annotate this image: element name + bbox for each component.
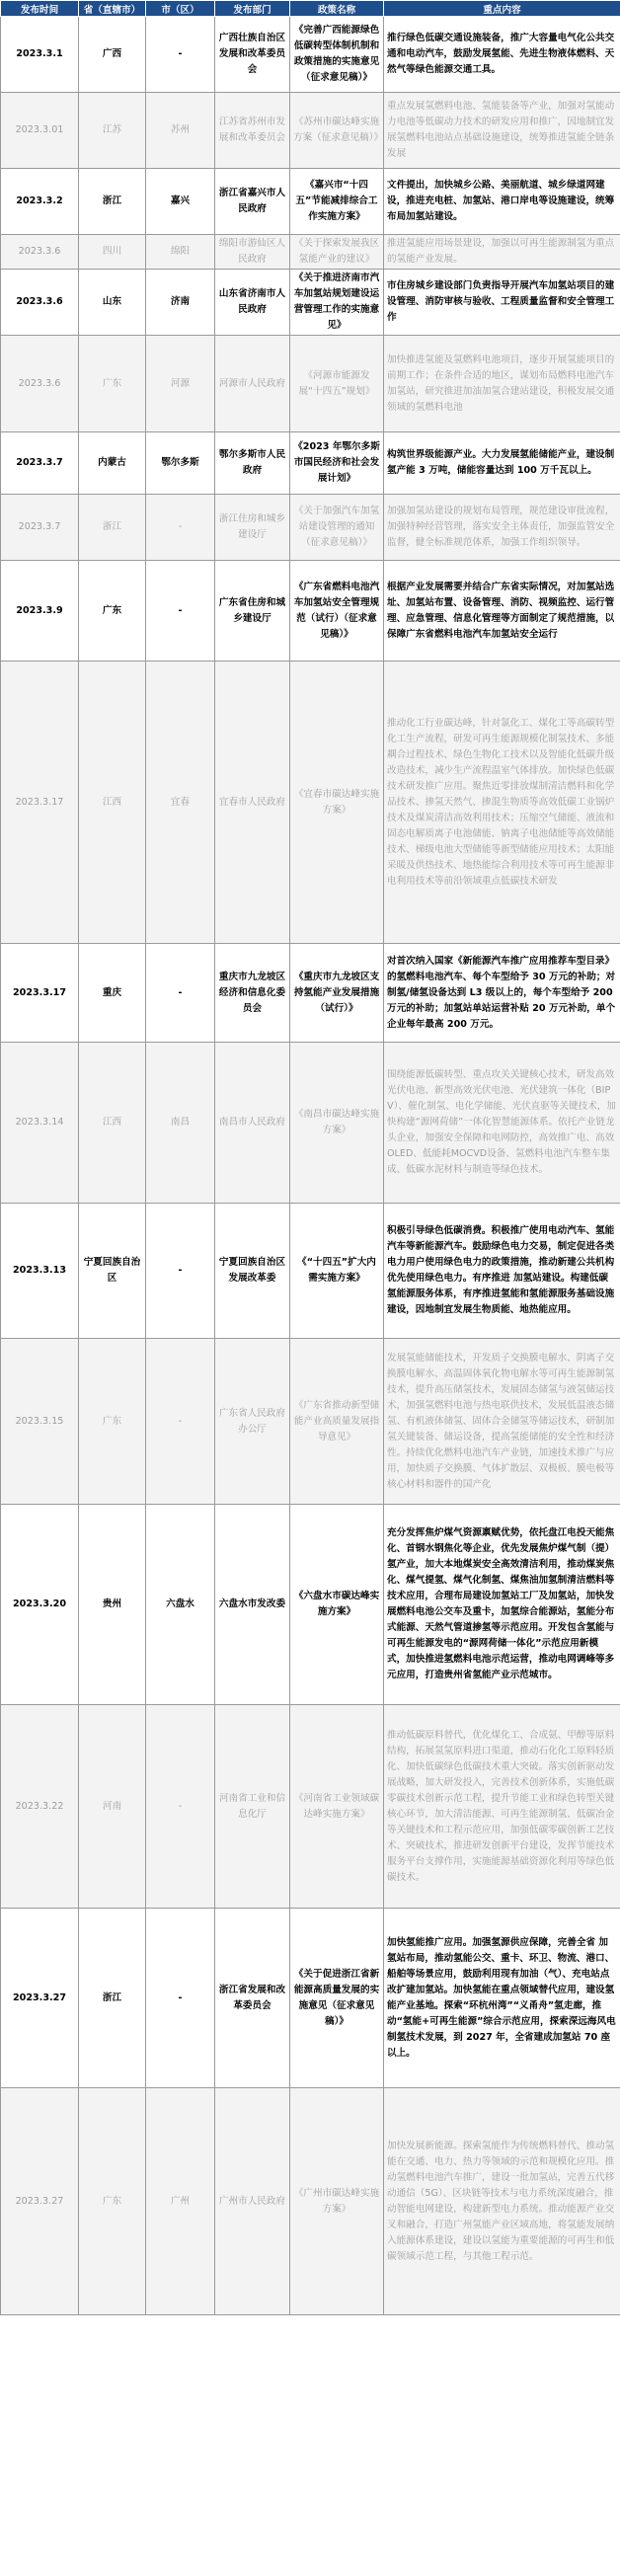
cell-city: 广州: [146, 2088, 215, 2315]
cell-date: 2023.3.7: [1, 495, 79, 561]
cell-province: 浙江: [79, 495, 146, 561]
cell-key-content: 推动化工行业碳达峰，针对氯化工、煤化工等高碳转型化工生产流程，研发可再生能源规模化制氢技术、多能耦合过程技术、绿色生物化工技术以及智能化低碳升级改造技术，减少生产流程温室气体排放。加快绿色低碳技术研发推广应用。聚焦近零排放煤制清洁燃料和化学品技术、掺氢天然气、掺混生物质等高效低碳工业锅炉技术及煤炭清洁高效利用技术；压缩空气储能、液流和固态电解质离子电池储能、钠离子电池储能等高效储能技术、梯级电池大型储能等新型储能应用技术；太阳能采暖及供热技术、地热能综合利用技术等可再生能源非电利用技术等前沿领域重点低碳技术研发: [384, 662, 620, 944]
table-row: [1, 1705, 620, 1909]
cell-policy-name: 《南昌市碳达峰实施方案》: [290, 1043, 384, 1204]
cell-policy-name: 《重庆市九龙坡区支持氢能产业发展措施（试行）》: [290, 944, 384, 1043]
cell-department: 浙江省发展和改革委员会: [215, 1909, 290, 2088]
cell-department: 河源市人民政府: [215, 336, 290, 432]
cell-policy-name: 《宜春市碳达峰实施方案》: [290, 662, 384, 944]
cell-city: 苏州: [146, 93, 215, 169]
cell-province: 广西: [79, 17, 146, 93]
cell-policy-name: 《“十四五”扩大内需实施方案》: [290, 1204, 384, 1339]
cell-key-content: 推进氢能应用场景建设，加强以可再生能源制氢为重点的氢能产业发展。: [384, 235, 620, 270]
header-date: 发布时间: [1, 1, 79, 17]
cell-city: 宜春: [146, 662, 215, 944]
cell-policy-name: 《关于促进浙江省新能源高质量发展的实施意见（征求意见稿）》: [290, 1909, 384, 2088]
cell-policy-name: 《广东省推动新型储能产业高质量发展指导意见》: [290, 1339, 384, 1505]
cell-policy-name: 《苏州市碳达峰实施方案（征求意见稿）》: [290, 93, 384, 169]
cell-date: 2023.3.6: [1, 336, 79, 432]
table-row: [1, 1909, 620, 2088]
cell-policy-name: 《完善广西能源绿色低碳转型体制机制和政策措施的实施意见（征求意见稿）》: [290, 17, 384, 93]
cell-department: 山东省济南市人民政府: [215, 270, 290, 336]
cell-key-content: 积极引导绿色低碳消费。积极推广使用电动汽车、氢能汽车等新能源汽车。鼓励绿色电力交易，制定促进各类电力用户使用绿色电力的政策措施，推动新建公共机构优先使用绿色电力。有序推进 加氢站建设。构建低碳氢能源服务体系，有序推进氢能和氢能源服务基础设施建设，因地制宜发展生物质能、地热能应用。: [384, 1204, 620, 1339]
cell-province: 河南: [79, 1705, 146, 1909]
table-row: [1, 17, 620, 93]
cell-policy-name: 《关于加强汽车加氢站建设管理的通知（征求意见稿）》: [290, 495, 384, 561]
cell-province: 贵州: [79, 1505, 146, 1705]
cell-date: 2023.3.6: [1, 235, 79, 270]
cell-key-content: 围绕能源低碳转型、重点攻关关键核心技术，研发高效光伏电池、新型高效光伏电池、光伏建筑一体化（BIPV）、催化制氢、电化学储能、光伏直驱等关键技术，加快构建“源网荷储”一体化智慧能源体系。依托产业链龙头企业，加强安全保障和电网防控，高效推广电、高效OLED、低能耗MOCVD设备、氢燃料电池汽车整车集成、低碳水泥材料与制造等绿色技术。: [384, 1043, 620, 1204]
cell-city: -: [146, 1339, 215, 1505]
cell-date: 2023.3.20: [1, 1505, 79, 1705]
cell-province: 重庆: [79, 944, 146, 1043]
table-row: [1, 1505, 620, 1705]
cell-key-content: 加快氢能推广应用。加强氢源供应保障，完善全省 加氢站布局，推动氢能公交、重卡、环卫、物流、港口、船舶等场景应用，鼓励利用现有加油（气）、充电站点改扩建加氢站。加快氢能在重点领域替代应用，建设氢能产业基地。探索“环杭州湾”“义甬舟”氢走廊，推动“氢能+可再生能源”综合示范应用，探索深远海风电制氢技术发展，到 2027 年，全省建成加氢站 70 座以上。: [384, 1909, 620, 2088]
cell-key-content: 根据产业发展需要并结合广东省实际情况，对加氢站选址、加氢站布置、设备管理、消防、视频监控、运行管理、应急管理、信息化管理等方面制定了规范措施，以保障广东省燃料电池汽车加氢站安全运行: [384, 561, 620, 662]
cell-date: 2023.3.27: [1, 1909, 79, 2088]
cell-city: 嘉兴: [146, 169, 215, 235]
cell-date: 2023.3.14: [1, 1043, 79, 1204]
table-row: [1, 662, 620, 944]
cell-policy-name: 《六盘水市碳达峰实施方案》: [290, 1505, 384, 1705]
cell-policy-name: 《河源市能源发展“十四五”规划》: [290, 336, 384, 432]
cell-department: 广东省人民政府办公厅: [215, 1339, 290, 1505]
cell-policy-name: 《嘉兴市“十四五”节能减排综合工作实施方案》: [290, 169, 384, 235]
cell-key-content: 重点发展氢燃料电池、氢能装备等产业，加强对氢能动力电池等低碳动力技术的研发应用和推广，因地制宜发展氢燃料电池站点基础设施建设，统筹推进氢能全链条发展: [384, 93, 620, 169]
cell-date: 2023.3.13: [1, 1204, 79, 1339]
table-body: [1, 17, 620, 2315]
cell-key-content: 发展氢能储能技术，开发质子交换膜电解水、阴离子交换膜电解水、高温固体氧化物电解水等可再生能源制氢技术，提升高压储氢技术，发展固态储氢与液氢储运技术，加强氢燃料电池与热电联供技术，发展低温液态储氢、有机液体储氢、固体合金储氢等储运技术，研制加氢关键装备、储运设备，提高氢能储能的安全性和经济性。持续优化燃料电池汽车产业链，加速技术推广与应用，加快质子交换膜、气体扩散层、双极板、膜电极等核心材料和器件的国产化: [384, 1339, 620, 1505]
cell-policy-name: 《关于推进济南市汽车加氢站规划建设运营管理工作的实施意见》: [290, 270, 384, 336]
cell-department: 宜春市人民政府: [215, 662, 290, 944]
cell-date: 2023.3.01: [1, 93, 79, 169]
cell-province: 浙江: [79, 169, 146, 235]
cell-department: 广州市人民政府: [215, 2088, 290, 2315]
cell-province: 江西: [79, 662, 146, 944]
cell-key-content: 加强加氢站建设的规划布局管理，规范建设审批流程，加强特种经营管理，落实安全主体责任，加强监管安全监督，健全标准规范体系，加强工作组织领导。: [384, 495, 620, 561]
cell-city: 六盘水: [146, 1505, 215, 1705]
header-policy-name: 政策名称: [290, 1, 384, 17]
cell-date: 2023.3.6: [1, 270, 79, 336]
cell-date: 2023.3.17: [1, 662, 79, 944]
cell-city: 绵阳: [146, 235, 215, 270]
cell-date: 2023.3.15: [1, 1339, 79, 1505]
cell-province: 四川: [79, 235, 146, 270]
cell-city: -: [146, 495, 215, 561]
cell-department: 重庆市九龙坡区经济和信息化委员会: [215, 944, 290, 1043]
table-row: [1, 235, 620, 270]
table-row: [1, 561, 620, 662]
cell-city: -: [146, 17, 215, 93]
table-row: [1, 432, 620, 495]
table-row: [1, 944, 620, 1043]
cell-policy-name: 《广东省燃料电池汽车加氢站安全管理规范（试行）（征求意见稿）》: [290, 561, 384, 662]
cell-province: 江西: [79, 1043, 146, 1204]
cell-date: 2023.3.2: [1, 169, 79, 235]
table-row: [1, 93, 620, 169]
cell-city: 济南: [146, 270, 215, 336]
cell-province: 广东: [79, 561, 146, 662]
cell-province: 内蒙古: [79, 432, 146, 495]
header-province: 省（直辖市）: [79, 1, 146, 17]
cell-policy-name: 《广州市碳达峰实施方案》: [290, 2088, 384, 2315]
cell-city: 南昌: [146, 1043, 215, 1204]
cell-key-content: 加快发展新能源。探索氢能作为传统燃料替代、推动氢能在交通、电力、热力等领域的示范和规模化应用。推动氢燃料电池汽车推广，建设一批加氢站，完善五代移动通信（5G）、区块链等技术与电力系统深度融合，推动智能电网建设，构建新型电力系统。推动能源产业交叉和融合，打造广州氢能产业区域高地，将氢能发展纳入能源体系建设，建设以氢能为重要能源的可再生和低碳领域示范工程，与其他工程示范。: [384, 2088, 620, 2315]
cell-city: -: [146, 1909, 215, 2088]
cell-key-content: 文件提出，加快城乡公路、美丽航道、城乡绿道网建设，推进充电桩、加氢站、港口岸电等设施建设，统筹布局加氢站建设。: [384, 169, 620, 235]
cell-department: 广西壮族自治区发展和改革委员会: [215, 17, 290, 93]
cell-province: 宁夏回族自治区: [79, 1204, 146, 1339]
cell-department: 浙江住房和城乡建设厅: [215, 495, 290, 561]
cell-date: 2023.3.17: [1, 944, 79, 1043]
cell-province: 广东: [79, 336, 146, 432]
cell-key-content: 市住房城乡建设部门负责指导开展汽车加氢站项目的建设管理、消防审核与验收、工程质量监督和安全管理工作: [384, 270, 620, 336]
cell-key-content: 构筑世界级能源产业。大力发展氢能储能产业，建设制氢产能 3 万吨，储能容量达到 100 万千瓦以上。: [384, 432, 620, 495]
header-row: [1, 1, 620, 17]
header-department: 发布部门: [215, 1, 290, 17]
cell-date: 2023.3.27: [1, 2088, 79, 2315]
cell-department: 浙江省嘉兴市人民政府: [215, 169, 290, 235]
cell-key-content: 对首次纳入国家《新能源汽车推广应用推荐车型目录》的氢燃料电池汽车、每个车型给予 30 万元的补助；对制氢/储氢设备达到 L3 级以上的，每个车型给予 200 万元的补助；加氢站单站运营补贴 20 万元补助，单个企业每年最高 200 万元。: [384, 944, 620, 1043]
cell-department: 广东省住房和城乡建设厅: [215, 561, 290, 662]
cell-province: 广东: [79, 1339, 146, 1505]
cell-department: 鄂尔多斯市人民政府: [215, 432, 290, 495]
cell-date: 2023.3.7: [1, 432, 79, 495]
table-row: [1, 1043, 620, 1204]
cell-policy-name: 《2023 年鄂尔多斯市国民经济和社会发展计划》: [290, 432, 384, 495]
table-row: [1, 336, 620, 432]
cell-province: 山东: [79, 270, 146, 336]
table-row: [1, 169, 620, 235]
cell-city: 河源: [146, 336, 215, 432]
cell-city: -: [146, 944, 215, 1043]
cell-policy-name: 《关于探索发展我区氢能产业的建议》: [290, 235, 384, 270]
cell-department: 南昌市人民政府: [215, 1043, 290, 1204]
cell-city: -: [146, 1204, 215, 1339]
cell-date: 2023.3.1: [1, 17, 79, 93]
cell-department: 绵阳市游仙区人民政府: [215, 235, 290, 270]
table-row: [1, 495, 620, 561]
cell-department: 宁夏回族自治区发展改革委: [215, 1204, 290, 1339]
cell-city: -: [146, 1705, 215, 1909]
cell-date: 2023.3.9: [1, 561, 79, 662]
cell-department: 六盘水市发改委: [215, 1505, 290, 1705]
cell-province: 江苏: [79, 93, 146, 169]
cell-department: 江苏省苏州市发展和改革委员会: [215, 93, 290, 169]
header-city: 市（区）: [146, 1, 215, 17]
table-row: [1, 1204, 620, 1339]
cell-department: 河南省工业和信息化厅: [215, 1705, 290, 1909]
cell-key-content: 充分发挥焦炉煤气资源禀赋优势，依托盘江电投天能焦化、首钢水钢焦化等企业，优先发展焦炉煤气制（提）氢产业，加大本地煤炭安全高效清洁利用，推动煤炭焦化、煤气提氢、煤气化制氢、煤焦油加氢制清洁燃料等技术应用，合理布局建设加氢站工厂及加氢站，加快发展燃料电池公交车及重卡，加氢综合能源站，氢能分布式能源、天然气管道掺氢等示范应用。开发包含氢能与可再生能源发电的“源网荷储一体化”示范应用新模式，加快推进氢燃料电池示范运营，推动电网调峰等多元应用，打造贵州省氢能产业示范城市。: [384, 1505, 620, 1705]
cell-province: 广东: [79, 2088, 146, 2315]
cell-date: 2023.3.22: [1, 1705, 79, 1909]
cell-key-content: 推动低碳原料替代，优化煤化工、合成氨、甲醇等原料结构，拓展氢氢原料进口渠道，推动石化化工原料轻质化、加快低碳绿色低碳技术重大突破。落实创新驱动发展战略，加大研发投入，完善技术创新体系，实施低碳零碳技术创新示范工程，提升节能工业和绿色转型关键核心环节，加大清洁能源、可再生能源制氢、低碳冶金等关键技术和工程示范应用，加强低碳零碳创新工艺技术、突破技术，推进研发创新平台建设，发挥节能技术服务平台支撑作用，实施能源基础资源化利用等绿色低碳技术。: [384, 1705, 620, 1909]
table-row: [1, 2088, 620, 2315]
cell-city: 鄂尔多斯: [146, 432, 215, 495]
table-row: [1, 1339, 620, 1505]
cell-policy-name: 《河南省工业领域碳达峰实施方案》: [290, 1705, 384, 1909]
table-row: [1, 270, 620, 336]
cell-key-content: 推行绿色低碳交通设施装备，推广大容量电气化公共交通和电动汽车，鼓励发展氢能、先进生物液体燃料、天然气等绿色能源交通工具。: [384, 17, 620, 93]
header-key-content: 重点内容: [384, 1, 620, 17]
cell-key-content: 加快推进氢能及氢燃料电池项目，逐步开展氢能项目的前期工作；在条件合适的地区，谋划布局燃料电池汽车加氢站，研究推进加油加氢合建站建设，积极发展交通领域的氢燃料电池: [384, 336, 620, 432]
cell-city: -: [146, 561, 215, 662]
cell-province: 浙江: [79, 1909, 146, 2088]
